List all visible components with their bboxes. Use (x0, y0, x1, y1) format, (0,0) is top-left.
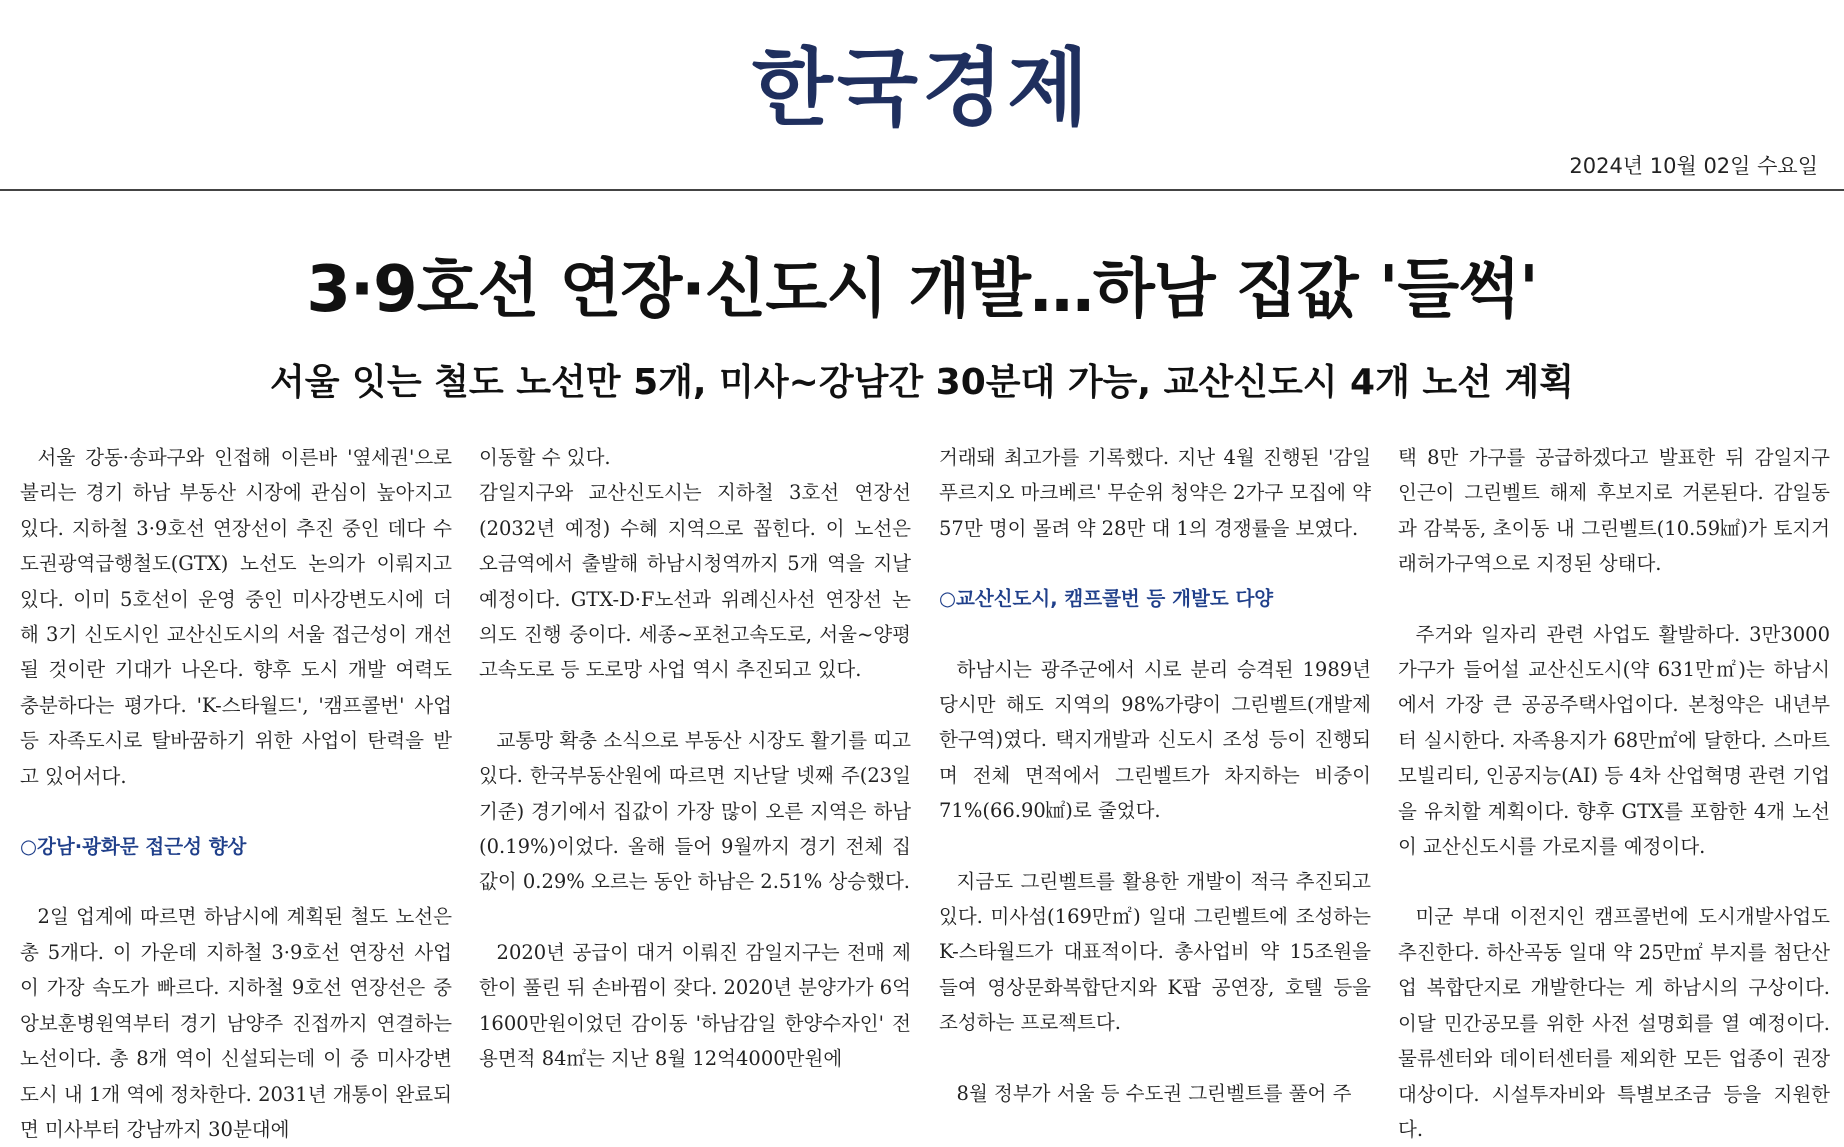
paragraph: 서울 강동·송파구와 인접해 이른바 '옆세권'으로 불리는 경기 하남 부동산 시장에 관심이 높아지고 있다. 지하철 3·9호선 연장선이 추진 중인 데다 수도권광역급행철도(GTX) 노선도 논의가 이뤄지고 있다. 이미 5호선이 운영 중인 미사강변도시에 더해 3기 신도시인 교산신도시의 서울 접근성이 개선될 것이란 기대가 나온다. 향후 도시 개발 여력도 충분하다는 평가다. 'K-스타월드', '캠프콜번' 사업 등 자족도시로 탈바꿈하기 위한 사업이 탄력을 받고 있어서다. (20, 446, 452, 788)
paragraph-gap (20, 794, 452, 829)
article-subheadline: 서울 잇는 철도 노선만 5개, 미사~강남간 30분대 가능, 교산신도시 4개 노선 계획 (269, 362, 1575, 403)
paragraph: 하남시는 광주군에서 시로 분리 승격된 1989년 당시만 해도 지역의 98%가량이 그린벨트(개발제한구역)였다. 택지개발과 신도시 조성 등이 진행되며 전체 면적에서 그린벨트가 차지하는 비중이 71%(66.90㎢)로 줄었다. (939, 657, 1371, 823)
text-column-4 (1398, 440, 1830, 1141)
text-column-1 (20, 440, 452, 1141)
paragraph: 감일지구와 교산신도시는 지하철 3호선 연장선(2032년 예정) 수혜 지역으로 꼽힌다. 이 노선은 오금역에서 출발해 하남시청역까지 5개 역을 지날 예정이다. GTX-D·F노선과 위례신사선 연장선 논의도 진행 중이다. 세종~포천고속도로, 서울~양평고속도로 등 도로망 사업 역시 추진되고 있다. (479, 481, 911, 682)
paragraph-gap (1398, 582, 1830, 617)
masthead-divider (0, 189, 1844, 191)
publication-date: 2024년 10월 02일 수요일 (1569, 154, 1818, 178)
paragraph-gap (939, 617, 1371, 652)
paragraph: 교통망 확충 소식으로 부동산 시장도 활기를 띠고 있다. 한국부동산원에 따르면 지난달 넷째 주(23일 기준) 경기에서 집값이 가장 많이 오른 지역은 하남(0.19%)이었다. 올해 들어 9월까지 경기 전체 집값이 0.29% 오르는 동안 하남은 2.51% 상승했다. (479, 728, 911, 894)
paragraph-gap (939, 1041, 1371, 1076)
newspaper-masthead: 한국경제 (751, 39, 1093, 137)
paragraph: 거래돼 최고가를 기록했다. 지난 4월 진행된 '감일 푸르지오 마크베르' 무순위 청약은 2가구 모집에 약 57만 명이 몰려 약 28만 대 1의 경쟁률을 보였다. (939, 446, 1371, 540)
paragraph-gap (939, 546, 1371, 581)
paragraph: 이동할 수 있다. (479, 446, 611, 469)
section-heading: ○강남·광화문 접근성 향상 (20, 835, 247, 859)
paragraph-gap (20, 864, 452, 899)
paragraph: 택 8만 가구를 공급하겠다고 발표한 뒤 감일지구 인근이 그린벨트 해제 후보지로 거론된다. 감일동과 감북동, 초이동 내 그린벨트(10.59㎢)가 토지거래허가구역으로 지정된 상태다. (1398, 446, 1830, 576)
paragraph: 미군 부대 이전지인 캠프콜번에 도시개발사업도 추진한다. 하산곡동 일대 약 25만㎡ 부지를 첨단산업 복합단지로 개발한다는 게 하남시의 구상이다. 이달 민간공모를 위한 사전 설명회를 열 예정이다. 물류센터와 데이터센터를 제외한 모든 업종이 권장 대상이다. 시설투자비와 특별보조금 등을 지원한다. (1398, 905, 1830, 1141)
text-column-2 (479, 440, 911, 1112)
paragraph-gap (479, 900, 911, 935)
paragraph: 2일 업계에 따르면 하남시에 계획된 철도 노선은 총 5개다. 이 가운데 지하철 3·9호선 연장선 사업이 가장 속도가 빠르다. 지하철 9호선 연장선은 중앙보훈병원역부터 경기 남양주 진접까지 연결하는 노선이다. 총 8개 역이 신설되는데 이 중 미사강변도시 내 1개 역에 정차한다. 2031년 개통이 완료되면 미사부터 강남까지 30분대에 (20, 905, 452, 1141)
section-heading: ○교산신도시, 캠프콜번 등 개발도 다양 (939, 587, 1274, 611)
paragraph: 2020년 공급이 대거 이뤄진 감일지구는 전매 제한이 풀린 뒤 손바뀜이 잦다. 2020년 분양가가 6억1600만원이었던 감이동 '하남감일 한양수자인' 전용면적 84㎡는 지난 8월 12억4000만원에 (479, 940, 911, 1071)
paragraph-gap (939, 829, 1371, 864)
paragraph: 주거와 일자리 관련 사업도 활발하다. 3만3000가구가 들어설 교산신도시(약 631만㎡)는 하남시에서 가장 큰 공공주택사업이다. 본청약은 내년부터 실시한다. 자족용지가 68만㎡에 달한다. 스마트 모빌리티, 인공지능(AI) 등 4차 산업혁명 관련 기업을 유치할 계획이다. 향후 GTX를 포함한 4개 노선이 교산신도시를 가로지를 예정이다. (1398, 622, 1830, 859)
article-body (20, 440, 1830, 1141)
article-headline: 3·9호선 연장·신도시 개발…하남 집값 '들썩' (306, 253, 1538, 327)
paragraph-gap (479, 688, 911, 723)
paragraph-gap (1398, 864, 1830, 899)
text-column-3 (939, 440, 1371, 1112)
paragraph: 8월 정부가 서울 등 수도권 그린벨트를 풀어 주 (956, 1081, 1352, 1105)
paragraph: 지금도 그린벨트를 활용한 개발이 적극 추진되고 있다. 미사섬(169만㎡) 일대 그린벨트에 조성하는 K-스타월드가 대표적이다. 총사업비 약 15조원을 들여 영상문화복합단지와 K팝 공연장, 호텔 등을 조성하는 프로젝트다. (939, 869, 1371, 1035)
